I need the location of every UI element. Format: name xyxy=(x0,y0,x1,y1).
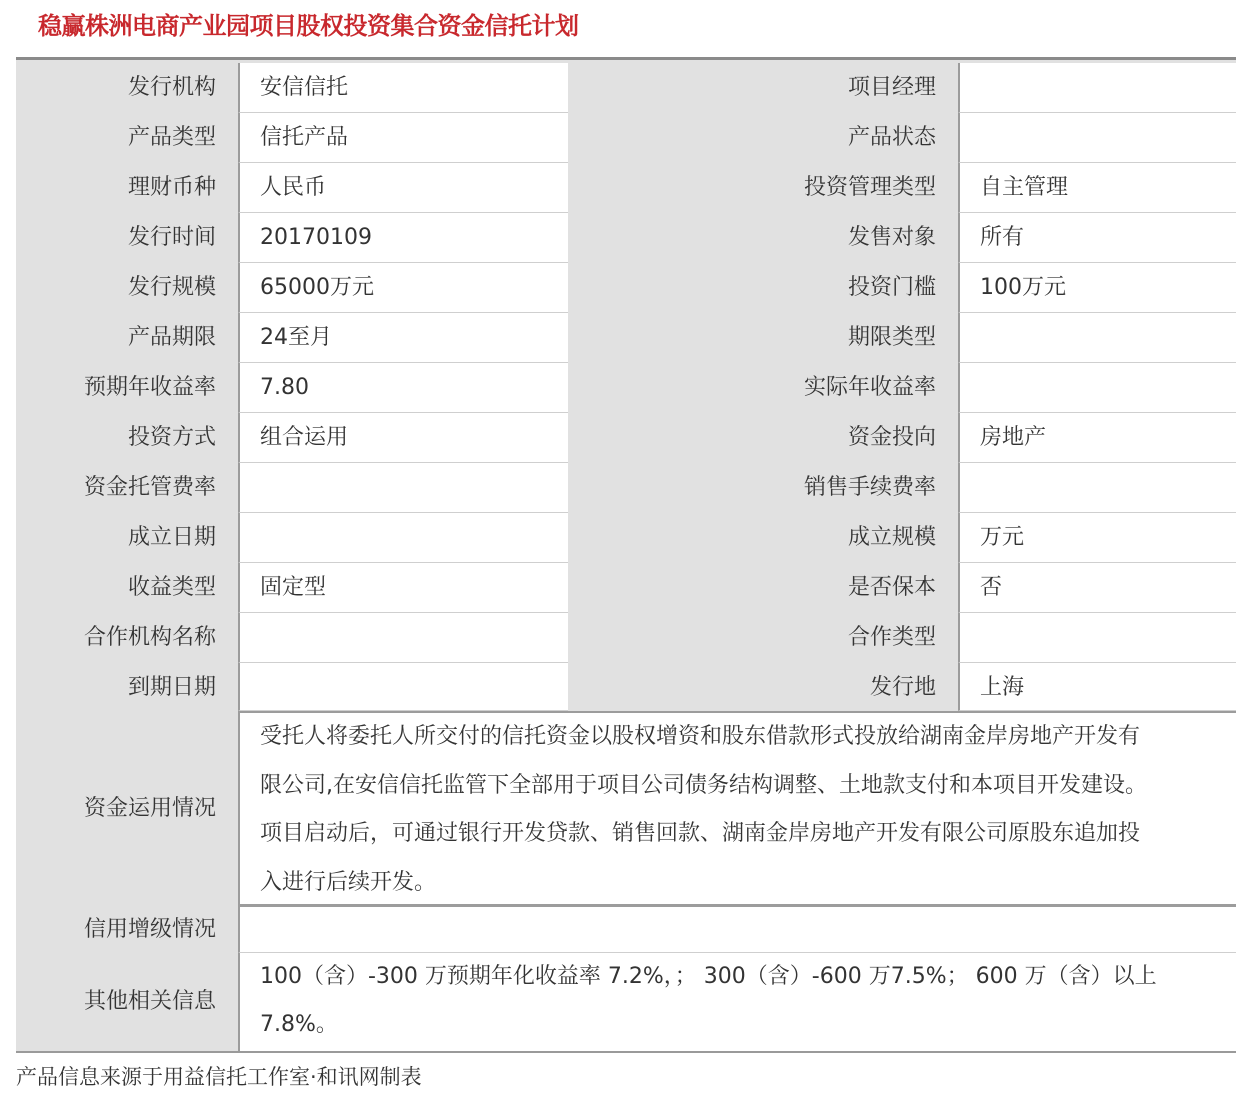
field-label: 合作类型 xyxy=(847,625,936,650)
page-title: 稳赢株洲电商产业园项目股权投资集合资金信托计划 xyxy=(38,12,579,40)
field-label: 销售手续费率 xyxy=(803,475,936,500)
field-label: 产品期限 xyxy=(127,325,216,350)
field-label: 投资方式 xyxy=(127,425,216,450)
field-label: 到期日期 xyxy=(127,675,216,700)
field-label: 产品状态 xyxy=(847,125,936,150)
product-info-table xyxy=(16,57,1236,1053)
field-value xyxy=(958,63,1236,113)
field-label: 发行时间 xyxy=(127,225,216,250)
field-label: 发行机构 xyxy=(127,75,216,100)
field-value: 人民币 xyxy=(238,163,568,213)
field-value xyxy=(238,663,568,711)
usage-line: 受托人将委托人所交付的信托资金以股权增资和股东借款形式投放给湖南金岸房地产开发有 xyxy=(260,724,1141,749)
field-value: 固定型 xyxy=(238,563,568,613)
field-value: 自主管理 xyxy=(958,163,1236,213)
field-value: 所有 xyxy=(958,213,1236,263)
other-line: 7.8%。 xyxy=(260,1012,338,1037)
field-value: 20170109 xyxy=(238,213,568,263)
field-label: 是否保本 xyxy=(847,575,936,600)
field-label: 发行地 xyxy=(869,675,936,700)
field-value xyxy=(958,463,1236,513)
usage-line: 限公司,在安信信托监管下全部用于项目公司债务结构调整、土地款支付和本项目开发建设。 xyxy=(260,772,1147,798)
field-label: 合作机构名称 xyxy=(83,625,216,650)
credit-label: 信用增级情况 xyxy=(83,917,216,942)
field-value: 否 xyxy=(958,563,1236,613)
usage-label: 资金运用情况 xyxy=(83,796,216,821)
field-value xyxy=(958,313,1236,363)
field-label: 预期年收益率 xyxy=(83,375,216,400)
field-label: 发售对象 xyxy=(847,225,936,250)
field-label: 产品类型 xyxy=(127,125,216,150)
field-label: 项目经理 xyxy=(847,75,936,100)
field-value: 100万元 xyxy=(958,263,1236,313)
source-note: 产品信息来源于用益信托工作室·和讯网制表 xyxy=(16,1065,422,1089)
field-value xyxy=(958,613,1236,663)
field-value xyxy=(238,463,568,513)
field-label: 成立规模 xyxy=(847,525,936,550)
other-line: 100（含）-300 万预期年化收益率 7.2%，； 300（含）-600 万7.5%； 600 万（含）以上 xyxy=(260,964,1157,989)
field-label: 成立日期 xyxy=(127,525,216,550)
credit-value xyxy=(238,907,1236,953)
other-text xyxy=(238,953,1236,1051)
field-value: 安信信托 xyxy=(238,63,568,113)
field-value xyxy=(958,363,1236,413)
field-label: 投资管理类型 xyxy=(803,175,936,200)
field-label: 发行规模 xyxy=(127,275,216,300)
field-value xyxy=(238,613,568,663)
field-value: 7.80 xyxy=(238,363,568,413)
field-label: 实际年收益率 xyxy=(803,375,936,400)
field-label: 期限类型 xyxy=(847,325,936,350)
field-value: 65000万元 xyxy=(238,263,568,313)
field-label: 理财币种 xyxy=(127,175,216,200)
field-label: 资金托管费率 xyxy=(83,475,216,500)
field-value: 万元 xyxy=(958,513,1236,563)
usage-line: 项目启动后，可通过银行开发贷款、销售回款、湖南金岸房地产开发有限公司原股东追加投 xyxy=(260,821,1141,846)
field-label: 投资门槛 xyxy=(847,275,936,300)
field-value: 信托产品 xyxy=(238,113,568,163)
usage-text xyxy=(238,711,1236,907)
field-value xyxy=(958,113,1236,163)
usage-line: 入进行后续开发。 xyxy=(260,869,437,895)
other-label: 其他相关信息 xyxy=(83,989,216,1014)
field-value xyxy=(238,513,568,563)
field-value: 24至月 xyxy=(238,313,568,363)
field-label: 收益类型 xyxy=(127,575,216,600)
field-value: 组合运用 xyxy=(238,413,568,463)
field-value: 上海 xyxy=(958,663,1236,711)
field-label: 资金投向 xyxy=(847,425,936,450)
field-value: 房地产 xyxy=(958,413,1236,463)
